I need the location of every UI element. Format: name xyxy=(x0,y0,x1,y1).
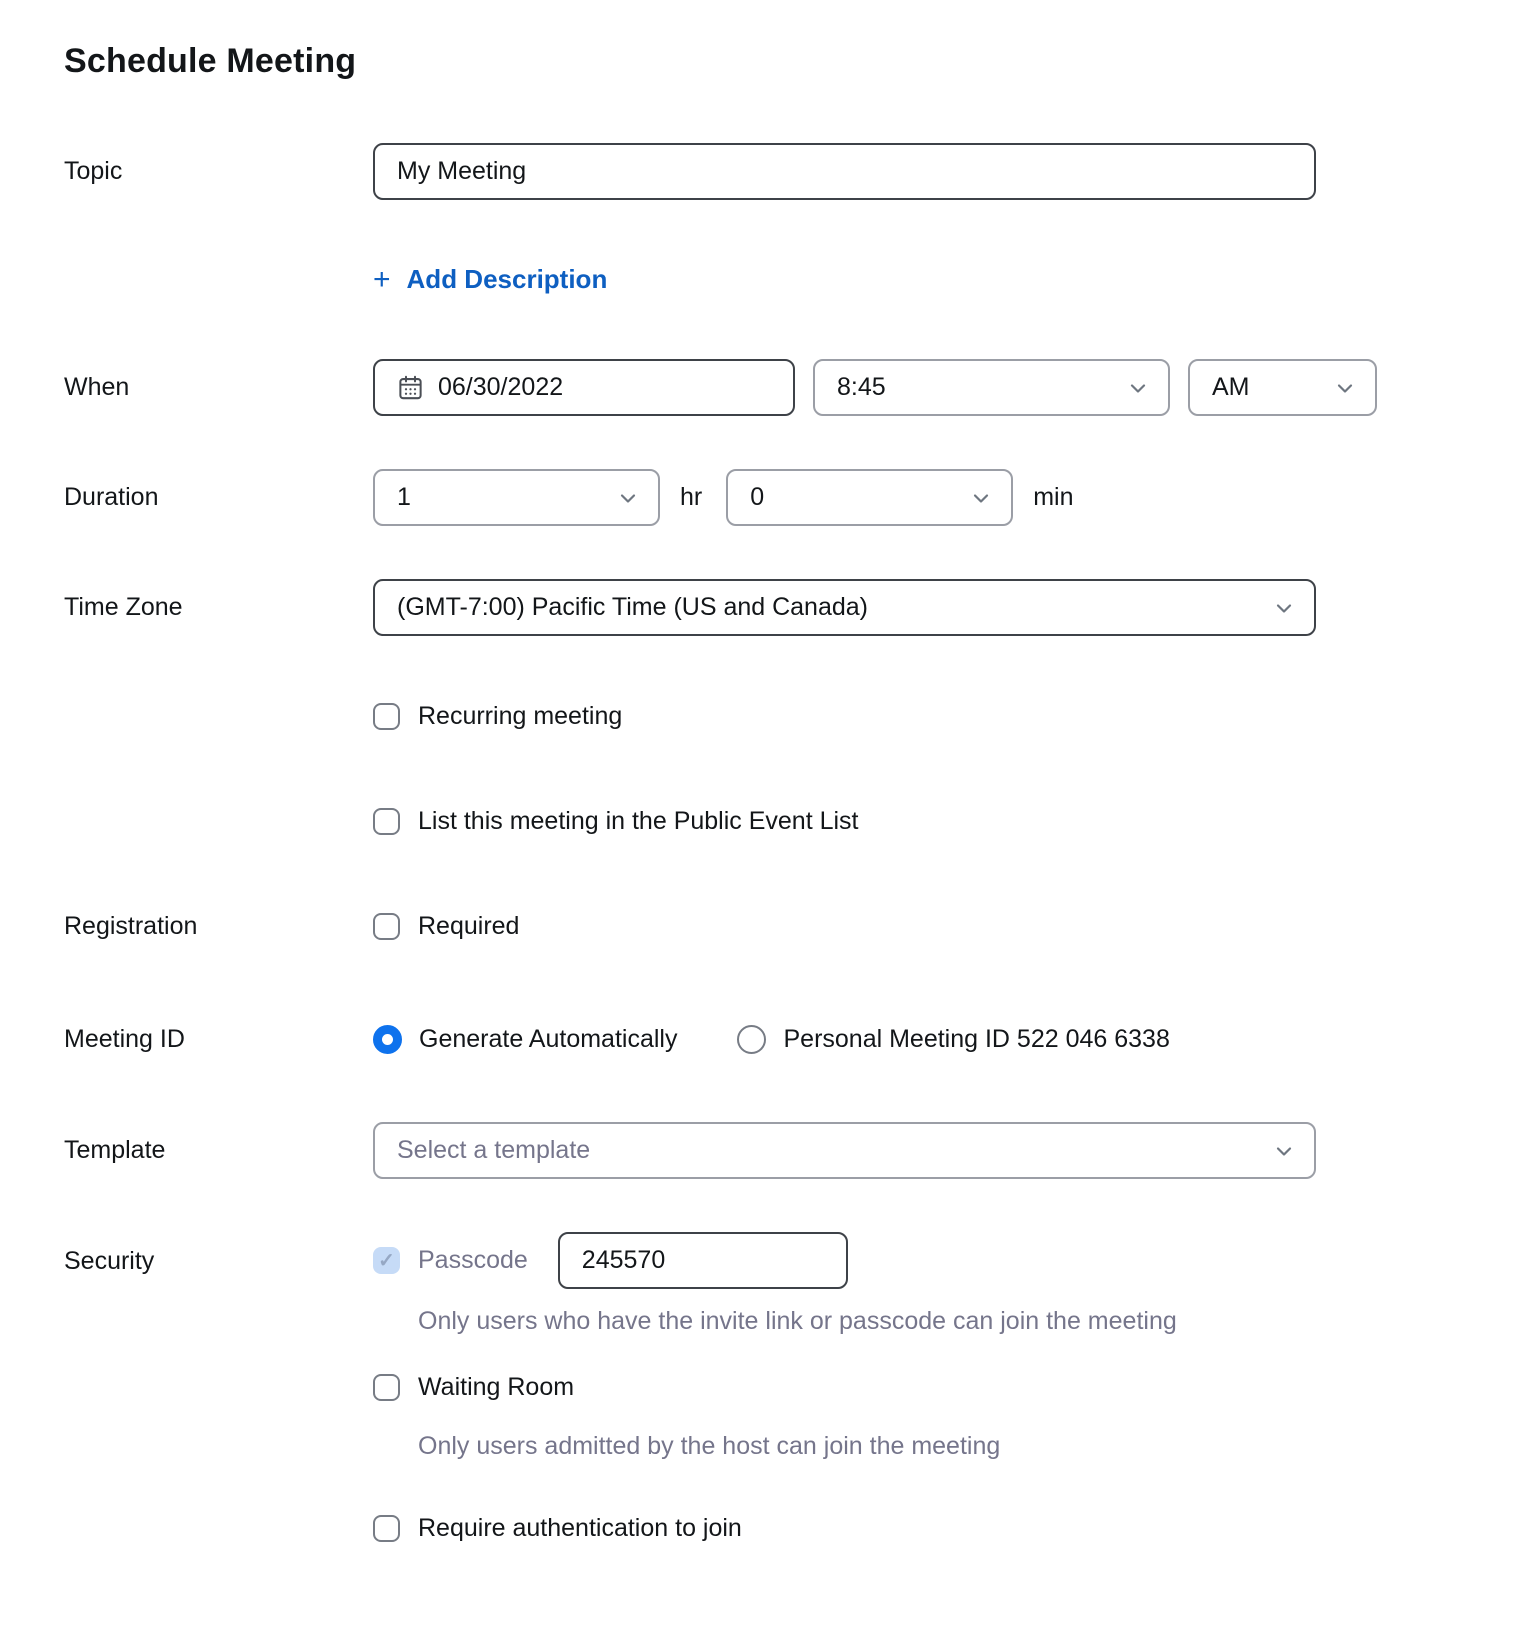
chevron-down-icon xyxy=(969,486,993,510)
duration-minutes-value: 0 xyxy=(750,483,765,511)
waiting-room-checkbox[interactable] xyxy=(373,1374,400,1401)
registration-required-label: Required xyxy=(418,912,520,940)
require-auth-label: Require authentication to join xyxy=(418,1514,742,1542)
topic-input-value: My Meeting xyxy=(397,157,527,185)
require-auth-checkbox[interactable] xyxy=(373,1515,400,1542)
duration-hours-value: 1 xyxy=(397,483,411,511)
recurring-checkbox-line xyxy=(373,702,622,731)
public-event-row xyxy=(64,807,1462,836)
when-label: When xyxy=(64,373,130,401)
generate-automatically-label: Generate Automatically xyxy=(419,1025,678,1053)
calendar-icon xyxy=(397,374,424,401)
meeting-id-row xyxy=(64,1025,1462,1054)
duration-label: Duration xyxy=(64,483,159,511)
generate-automatically-radio[interactable] xyxy=(373,1025,402,1054)
public-event-checkbox-line xyxy=(373,807,859,836)
topic-input[interactable] xyxy=(373,143,1316,200)
date-input[interactable] xyxy=(373,359,795,416)
duration-row xyxy=(64,469,1462,526)
registration-checkbox-line xyxy=(373,912,519,941)
when-row xyxy=(64,359,1462,416)
time-select[interactable] xyxy=(813,359,1170,416)
passcode-line xyxy=(373,1232,1462,1289)
chevron-down-icon xyxy=(1272,596,1296,620)
timezone-label: Time Zone xyxy=(64,593,183,621)
duration-minutes-select[interactable] xyxy=(726,469,1013,526)
plus-icon: + xyxy=(373,262,391,296)
require-auth-checkbox-line xyxy=(373,1514,1462,1543)
template-select[interactable] xyxy=(373,1122,1316,1179)
passcode-label: Passcode xyxy=(418,1246,528,1274)
passcode-input[interactable] xyxy=(558,1232,848,1289)
security-label: Security xyxy=(64,1247,155,1275)
waiting-room-checkbox-line xyxy=(373,1373,1462,1402)
public-event-checkbox[interactable] xyxy=(373,808,400,835)
template-row xyxy=(64,1122,1462,1179)
passcode-value: 245570 xyxy=(581,1246,666,1274)
security-row xyxy=(64,1232,1462,1543)
timezone-row xyxy=(64,579,1462,636)
duration-hours-unit: hr xyxy=(680,483,703,511)
timezone-select[interactable] xyxy=(373,579,1316,636)
registration-required-checkbox[interactable] xyxy=(373,913,400,940)
personal-meeting-id-radio[interactable] xyxy=(737,1025,766,1054)
personal-meeting-id-option xyxy=(737,1025,1169,1054)
topic-label: Topic xyxy=(64,157,123,185)
recurring-label: Recurring meeting xyxy=(418,702,623,730)
add-description-row xyxy=(64,264,1462,295)
template-placeholder: Select a template xyxy=(397,1136,591,1164)
passcode-checkbox-line xyxy=(373,1246,528,1275)
template-label: Template xyxy=(64,1136,166,1164)
registration-row xyxy=(64,912,1462,941)
chevron-down-icon xyxy=(1126,376,1150,400)
date-value: 06/30/2022 xyxy=(438,373,564,401)
add-description-button[interactable] xyxy=(373,264,607,295)
waiting-room-label: Waiting Room xyxy=(418,1373,575,1401)
chevron-down-icon xyxy=(1272,1139,1296,1163)
meridiem-select[interactable] xyxy=(1188,359,1377,416)
topic-row xyxy=(64,143,1462,200)
meridiem-value: AM xyxy=(1212,373,1250,401)
meeting-id-label: Meeting ID xyxy=(64,1025,185,1053)
passcode-help-text: Only users who have the invite link or passcode can join the meeting xyxy=(418,1307,1177,1335)
timezone-value: (GMT-7:00) Pacific Time (US and Canada) xyxy=(397,593,868,621)
personal-meeting-id-label: Personal Meeting ID 522 046 6338 xyxy=(783,1025,1170,1053)
waiting-room-help-text: Only users admitted by the host can join the meeting xyxy=(418,1432,1001,1460)
chevron-down-icon xyxy=(616,486,640,510)
passcode-checkbox: ✓ xyxy=(373,1247,400,1274)
public-event-label: List this meeting in the Public Event List xyxy=(418,807,859,835)
recurring-row xyxy=(64,702,1462,731)
time-value: 8:45 xyxy=(837,373,886,401)
generate-automatically-option xyxy=(373,1025,677,1054)
duration-hours-select[interactable] xyxy=(373,469,660,526)
page-title: Schedule Meeting xyxy=(64,42,357,80)
duration-minutes-unit: min xyxy=(1033,483,1074,511)
recurring-checkbox[interactable] xyxy=(373,703,400,730)
add-description-label: Add Description xyxy=(406,264,608,294)
chevron-down-icon xyxy=(1333,376,1357,400)
registration-label: Registration xyxy=(64,912,198,940)
